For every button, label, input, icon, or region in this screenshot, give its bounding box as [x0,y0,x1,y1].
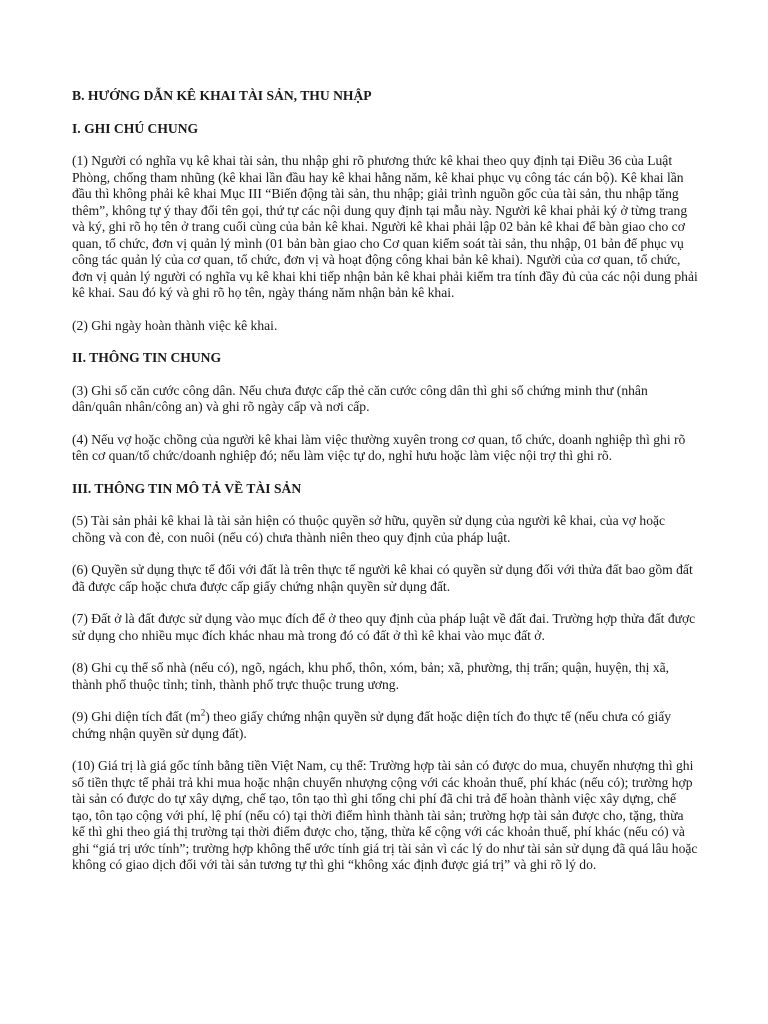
section-heading-asset-info: III. THÔNG TIN MÔ TẢ VỀ TÀI SẢN [72,480,302,496]
square-superscript: 2 [200,707,206,718]
paragraph-1: (1) Người có nghĩa vụ kê khai tài sản, thu nhập ghi rõ phương thức kê khai theo quy định tại Điều 36 của Luật Phòng, chống tham nhũng (kê khai lần đầu hay kê khai hằng năm, kê khai phục vụ công tác cán bộ). Kê khai lần đầu thì không phải kê khai Mục III “Biến động tài sản, thu nhập; giải trình nguồn gốc của tài sản, thu nhập tăng thêm”, không tự ý thay đổi tên gọi, thứ tự các nội dung quy định tại mẫu này. Người kê khai phải ký ở từng trang và ký, ghi rõ họ tên ở trang cuối cùng của bản kê khai. Người kê khai phải lập 02 bản kê khai để bàn giao cho cơ quan, tổ chức, đơn vị quản lý mình (01 bản bàn giao cho Cơ quan kiểm soát tài sản, thu nhập, 01 bản để phục vụ công tác quản lý của cơ quan, tổ chức, đơn vị và hoạt động công khai bản kê khai). Người của cơ quan, tổ chức, đơn vị quản lý người có nghĩa vụ kê khai khi tiếp nhận bản kê khai phải kiểm tra tính đầy đủ của các nội dung phải kê khai. Sau đó ký và ghi rõ họ tên, ngày tháng năm nhận bản kê khai. [72,153,698,300]
paragraph-3: (3) Ghi số căn cước công dân. Nếu chưa được cấp thẻ căn cước công dân thì ghi số chứng minh thư (nhân dân/quân nhân/công an) và ghi rõ ngày cấp và nơi cấp. [72,382,648,414]
paragraph-9-end: ) theo giấy chứng nhận quyền sử dụng đất hoặc diện tích đo thực tế (nếu chưa có giấy chứng nhận quyền sử dụng đất). [72,709,672,741]
paragraph-9 [72,709,698,742]
paragraph-8: (8) Ghi cụ thể số nhà (nếu có), ngõ, ngách, khu phố, thôn, xóm, bản; xã, phường, thị trấn; quận, huyện, thị xã, thành phố thuộc tỉnh; tỉnh, thành phố trực thuộc trung ương. [72,660,670,692]
document-page [72,88,698,890]
document-title: B. HƯỚNG DẪN KÊ KHAI TÀI SẢN, THU NHẬP [72,88,372,103]
paragraph-2: (2) Ghi ngày hoàn thành việc kê khai. [72,317,278,333]
paragraph-5: (5) Tài sản phải kê khai là tài sản hiện có thuộc quyền sở hữu, quyền sử dụng của người kê khai, của vợ hoặc chồng và con đẻ, con nuôi (nếu có) chưa thành niên theo quy định của pháp luật. [72,513,666,545]
paragraph-10: (10) Giá trị là giá gốc tính bằng tiền Việt Nam, cụ thể: Trường hợp tài sản có được do mua, chuyển nhượng thì ghi số tiền thực tế phải trả khi mua hoặc nhận chuyển nhượng cộng với các khoản thuế, phí khác (nếu có); trường hợp tài sản có được do tự xây dựng, chế tạo, tôn tạo thì ghi tổng chi phí đã chi trả để hoàn thành việc xây dựng, chế tạo, tôn tạo cộng với phí, lệ phí (nếu có) tại thời điểm hình thành tài sản; trường hợp tài sản được cho, tặng, thừa kế thì ghi theo giá thị trường tại thời điểm được cho, tặng, thừa kế cộng với các khoản thuế, phí khác (nếu có) và ghi “giá trị ước tính”; trường hợp không thể ước tính giá trị tài sản vì các lý do như tài sản sử dụng đã quá lâu hoặc không có giao dịch đối với tài sản tương tự thì ghi “không xác định được giá trị” và ghi rõ lý do. [72,758,698,872]
section-heading-general-notes: I. GHI CHÚ CHUNG [72,120,199,136]
paragraph-9-start: (9) Ghi diện tích đất (m [72,709,201,724]
paragraph-4: (4) Nếu vợ hoặc chồng của người kê khai làm việc thường xuyên trong cơ quan, tổ chức, doanh nghiệp thì ghi rõ tên cơ quan/tổ chức/doanh nghiệp đó; nếu làm việc tự do, nghỉ hưu hoặc làm việc nội trợ thì ghi rõ. [72,431,686,463]
section-heading-general-info: II. THÔNG TIN CHUNG [72,350,222,365]
paragraph-7: (7) Đất ở là đất được sử dụng vào mục đích để ở theo quy định của pháp luật về đất đai. Trường hợp thửa đất được sử dụng cho nhiều mục đích khác nhau mà trong đó có đất ở thì kê khai vào mục đất ở. [72,611,696,643]
paragraph-6: (6) Quyền sử dụng thực tế đối với đất là trên thực tế người kê khai có quyền sử dụng đối với thửa đất bao gồm đất đã được cấp hoặc chưa được cấp giấy chứng nhận quyền sử dụng đất. [72,562,693,594]
